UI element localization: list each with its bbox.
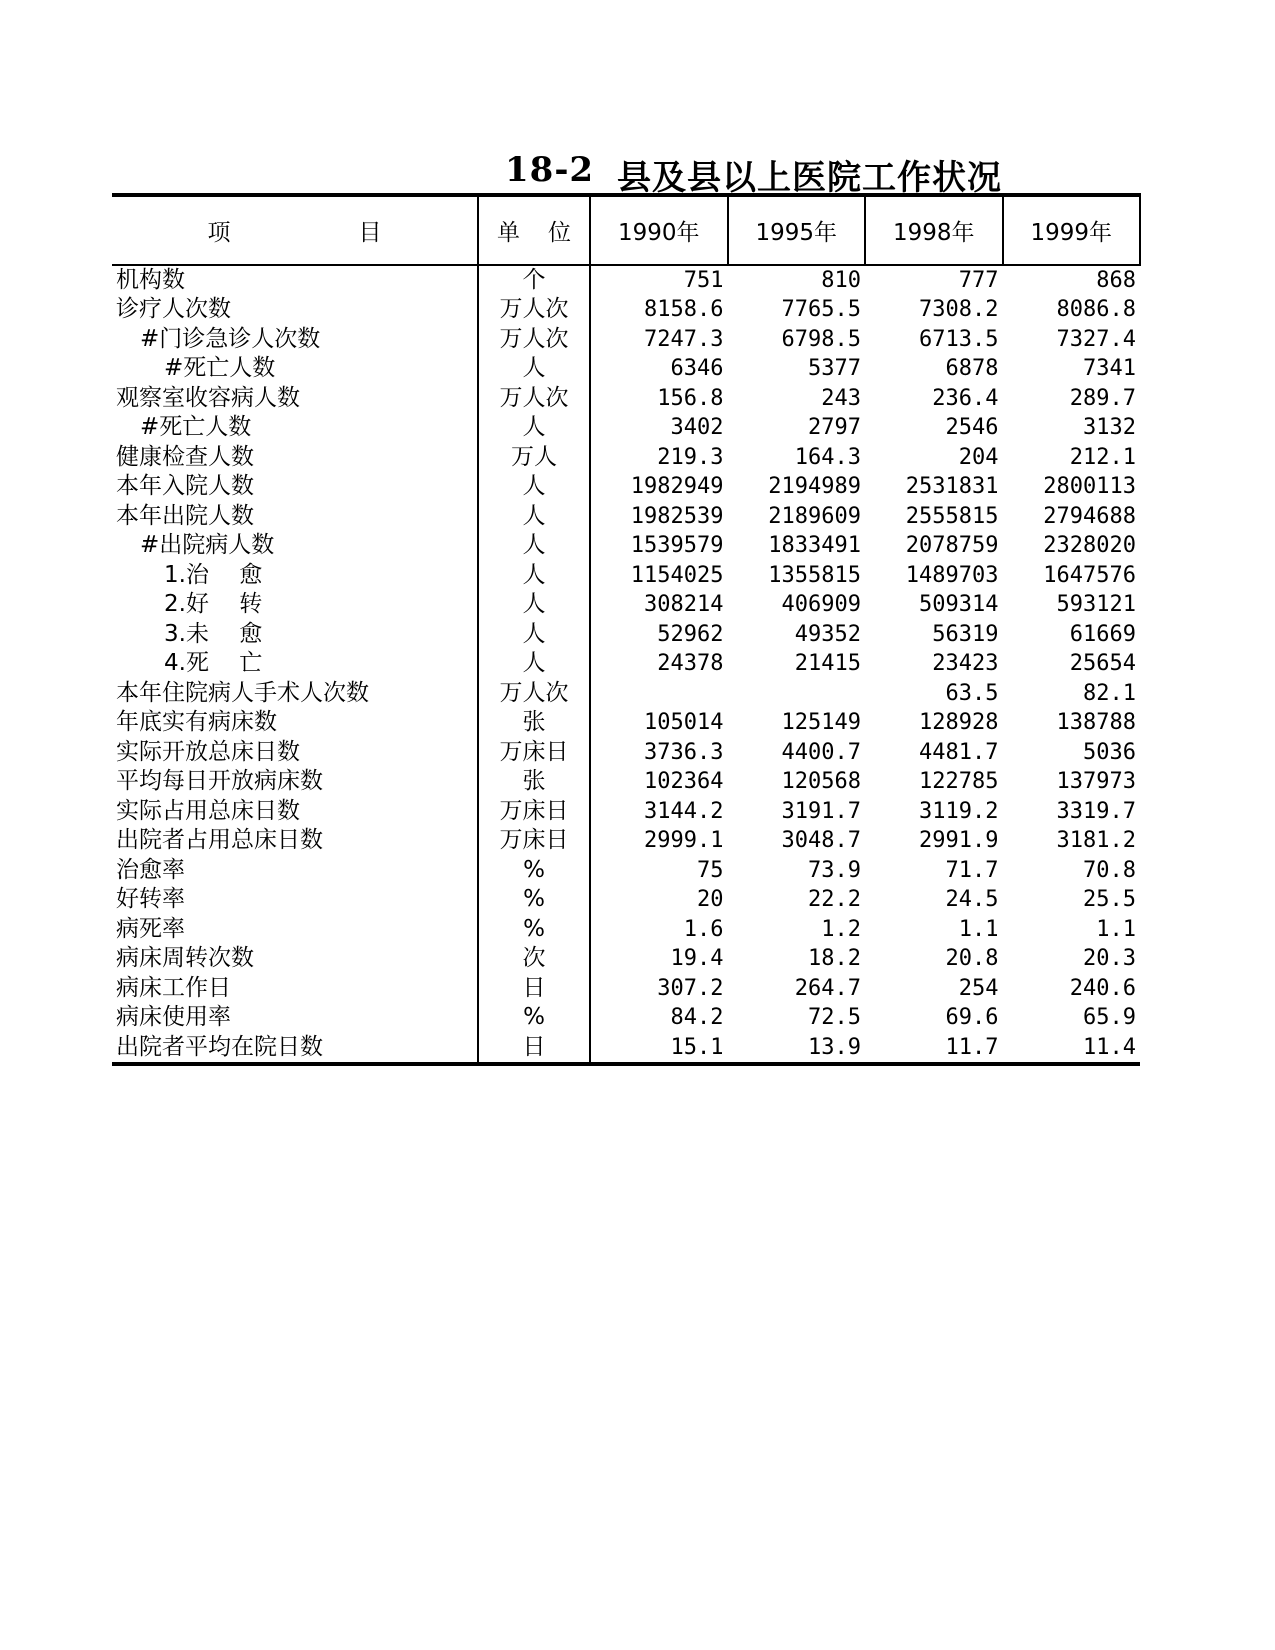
row-value: 2555815 xyxy=(905,503,999,529)
row-value: 2794688 xyxy=(1043,503,1136,529)
row-value: 21415 xyxy=(794,651,861,677)
statistics-table xyxy=(112,193,1141,1066)
table-row xyxy=(112,384,1140,414)
row-value: 84.2 xyxy=(670,1005,724,1031)
row-label: 3.未 愈 xyxy=(164,620,263,647)
row-value: 1355815 xyxy=(768,562,861,588)
row-value: 212.1 xyxy=(1069,444,1136,470)
row-label: 诊疗人次数 xyxy=(116,296,231,323)
row-unit: % xyxy=(478,915,590,945)
table-row xyxy=(112,708,1140,738)
row-label: 实际占用总床日数 xyxy=(116,797,300,824)
header-row xyxy=(112,195,1140,265)
table-row xyxy=(112,502,1140,532)
row-value: 20.8 xyxy=(945,946,999,972)
row-value: 1.1 xyxy=(958,916,999,942)
row-unit: % xyxy=(478,856,590,886)
row-value: 56319 xyxy=(932,621,999,647)
row-label: 病死率 xyxy=(116,915,185,942)
row-unit: 万人 xyxy=(478,443,590,473)
row-unit: 万人次 xyxy=(478,384,590,414)
row-unit: 人 xyxy=(478,561,590,591)
row-value: 128928 xyxy=(919,710,999,736)
table-row xyxy=(112,413,1140,443)
row-label: #出院病人数 xyxy=(140,532,275,559)
row-value: 406909 xyxy=(781,592,861,618)
table-row xyxy=(112,590,1140,620)
row-label: 健康检查人数 xyxy=(116,443,254,470)
row-value: 65.9 xyxy=(1083,1005,1136,1031)
row-value: 2078759 xyxy=(905,533,999,559)
row-label: 好转率 xyxy=(116,886,185,913)
row-value: 254 xyxy=(958,975,999,1001)
row-value: 7308.2 xyxy=(919,297,999,323)
row-value: 6878 xyxy=(945,356,999,382)
table-row xyxy=(112,531,1140,561)
row-value: 289.7 xyxy=(1069,385,1136,411)
row-value: 1982949 xyxy=(630,474,724,500)
row-value: 593121 xyxy=(1056,592,1136,618)
row-unit: 次 xyxy=(478,944,590,974)
row-unit: 人 xyxy=(478,354,590,384)
row-value: 1982539 xyxy=(630,503,724,529)
row-value: 2991.9 xyxy=(919,828,999,854)
row-value: 6346 xyxy=(670,356,724,382)
row-unit: 人 xyxy=(478,502,590,532)
row-value: 11.7 xyxy=(865,1033,1003,1064)
table-row xyxy=(112,915,1140,945)
row-value xyxy=(590,679,728,709)
row-value: 8158.6 xyxy=(644,297,724,323)
row-value: 6713.5 xyxy=(919,326,999,352)
row-value: 810 xyxy=(821,268,861,293)
row-unit: 日 xyxy=(478,974,590,1004)
row-value: 1.2 xyxy=(821,916,861,942)
row-value: 156.8 xyxy=(657,385,724,411)
row-value: 3402 xyxy=(670,415,724,441)
row-value: 2194989 xyxy=(768,474,861,500)
row-unit: 万人次 xyxy=(478,295,590,325)
table-row xyxy=(112,885,1140,915)
header-year-1999: 1999年 xyxy=(1003,195,1141,265)
row-value: 82.1 xyxy=(1083,680,1136,706)
row-value: 236.4 xyxy=(932,385,999,411)
row-value: 52962 xyxy=(657,621,724,647)
row-label: 本年入院人数 xyxy=(116,473,254,500)
table-row xyxy=(112,354,1140,384)
row-value: 2531831 xyxy=(905,474,999,500)
table-row xyxy=(112,797,1140,827)
table-row xyxy=(112,944,1140,974)
table-row xyxy=(112,325,1140,355)
row-label: 出院者平均在院日数 xyxy=(112,1033,478,1064)
row-value: 6798.5 xyxy=(781,326,861,352)
table-row xyxy=(112,620,1140,650)
row-value: 3181.2 xyxy=(1056,828,1136,854)
row-value: 2797 xyxy=(808,415,861,441)
row-label: 出院者占用总床日数 xyxy=(116,827,323,854)
row-value: 240.6 xyxy=(1069,975,1136,1001)
row-value: 2999.1 xyxy=(644,828,724,854)
row-label: 本年出院人数 xyxy=(116,502,254,529)
row-value: 72.5 xyxy=(808,1005,861,1031)
row-value: 105014 xyxy=(644,710,724,736)
row-value xyxy=(728,679,866,709)
row-value: 61669 xyxy=(1069,621,1136,647)
row-label: 平均每日开放病床数 xyxy=(116,768,323,795)
row-value: 25.5 xyxy=(1083,887,1136,913)
row-value: 3119.2 xyxy=(919,798,999,824)
table-row xyxy=(112,679,1140,709)
table-row xyxy=(112,974,1140,1004)
table-row xyxy=(112,1003,1140,1033)
table-row xyxy=(112,1033,1140,1064)
row-value: 23423 xyxy=(932,651,999,677)
row-value: 7247.3 xyxy=(644,326,724,352)
row-label: 观察室收容病人数 xyxy=(116,384,300,411)
table-row xyxy=(112,856,1140,886)
row-value: 70.8 xyxy=(1083,857,1136,883)
row-label: 本年住院病人手术人次数 xyxy=(116,679,369,706)
row-value: 307.2 xyxy=(657,975,724,1001)
row-value: 3048.7 xyxy=(781,828,861,854)
row-value: 2189609 xyxy=(768,503,861,529)
row-label: 年底实有病床数 xyxy=(116,709,277,736)
table-row xyxy=(112,443,1140,473)
table-row xyxy=(112,265,1140,295)
row-unit: 个 xyxy=(478,265,590,295)
row-value: 2328020 xyxy=(1043,533,1136,559)
row-unit: 人 xyxy=(478,590,590,620)
row-value: 7327.4 xyxy=(1056,326,1136,352)
row-value: 19.4 xyxy=(670,946,724,972)
row-value: 5377 xyxy=(808,356,861,382)
row-value: 63.5 xyxy=(945,680,999,706)
row-value: 49352 xyxy=(794,621,861,647)
table-number: 18-2 xyxy=(505,150,595,190)
row-unit: 万床日 xyxy=(478,738,590,768)
row-value: 164.3 xyxy=(794,444,861,470)
row-label: 病床周转次数 xyxy=(116,945,254,972)
row-unit: 万床日 xyxy=(478,826,590,856)
row-unit: 万床日 xyxy=(478,797,590,827)
row-value: 22.2 xyxy=(808,887,861,913)
row-label: 治愈率 xyxy=(116,856,185,883)
row-label: 病床使用率 xyxy=(116,1004,231,1031)
row-value: 7341 xyxy=(1083,356,1136,382)
row-unit: 万人次 xyxy=(478,325,590,355)
row-value: 120568 xyxy=(781,769,861,795)
row-value: 137973 xyxy=(1056,769,1136,795)
row-value: 3736.3 xyxy=(644,739,724,765)
header-year-1998: 1998年 xyxy=(865,195,1003,265)
row-label: #门诊急诊人次数 xyxy=(140,325,321,352)
row-value: 15.1 xyxy=(590,1033,728,1064)
table-row xyxy=(112,649,1140,679)
row-value: 5036 xyxy=(1083,739,1136,765)
row-label: 实际开放总床日数 xyxy=(116,738,300,765)
row-value: 122785 xyxy=(919,769,999,795)
row-label: 2.好 转 xyxy=(164,591,263,618)
row-unit: 人 xyxy=(478,620,590,650)
header-unit: 单 位 xyxy=(478,195,590,265)
row-value: 3132 xyxy=(1083,415,1136,441)
table-row xyxy=(112,767,1140,797)
row-value: 243 xyxy=(821,385,861,411)
row-value: 204 xyxy=(958,444,999,470)
row-value: 71.7 xyxy=(945,857,999,883)
row-value: 8086.8 xyxy=(1056,297,1136,323)
table-row xyxy=(112,295,1140,325)
row-label: #死亡人数 xyxy=(164,355,276,382)
row-value: 25654 xyxy=(1069,651,1136,677)
row-value: 20 xyxy=(697,887,724,913)
row-value: 3144.2 xyxy=(644,798,724,824)
row-value: 1539579 xyxy=(630,533,724,559)
table-title: 县及县以上医院工作状况 xyxy=(617,158,1002,198)
row-value: 69.6 xyxy=(945,1005,999,1031)
row-unit: % xyxy=(478,885,590,915)
row-label: 机构数 xyxy=(116,267,185,293)
row-value: 18.2 xyxy=(808,946,861,972)
row-value: 125149 xyxy=(781,710,861,736)
table-body xyxy=(112,265,1140,1064)
table-row xyxy=(112,561,1140,591)
row-unit: 张 xyxy=(478,708,590,738)
row-unit: 张 xyxy=(478,767,590,797)
row-value: 751 xyxy=(683,268,724,293)
row-value: 2546 xyxy=(945,415,999,441)
row-value: 1154025 xyxy=(630,562,724,588)
row-value: 1833491 xyxy=(768,533,861,559)
row-value: 1.6 xyxy=(683,916,724,942)
row-unit: 人 xyxy=(478,531,590,561)
row-value: 138788 xyxy=(1056,710,1136,736)
row-unit: 人 xyxy=(478,472,590,502)
row-label: 病床工作日 xyxy=(116,974,231,1001)
row-value: 2800113 xyxy=(1043,474,1136,500)
row-unit: % xyxy=(478,1003,590,1033)
row-value: 7765.5 xyxy=(781,297,861,323)
table-row xyxy=(112,826,1140,856)
row-value: 73.9 xyxy=(808,857,861,883)
row-label: #死亡人数 xyxy=(140,414,252,441)
row-value: 102364 xyxy=(644,769,724,795)
row-label: 1.治 愈 xyxy=(164,561,263,588)
row-value: 868 xyxy=(1096,268,1136,293)
row-value: 24378 xyxy=(657,651,724,677)
row-value: 308214 xyxy=(644,592,724,618)
header-item: 项 目 xyxy=(112,195,478,265)
row-unit: 日 xyxy=(478,1033,590,1064)
row-value: 1647576 xyxy=(1043,562,1136,588)
row-value: 1.1 xyxy=(1096,916,1136,942)
row-value: 219.3 xyxy=(657,444,724,470)
row-value: 509314 xyxy=(919,592,999,618)
row-value: 4400.7 xyxy=(781,739,861,765)
row-unit: 万人次 xyxy=(478,679,590,709)
row-value: 24.5 xyxy=(945,887,999,913)
row-value: 3191.7 xyxy=(781,798,861,824)
row-value: 20.3 xyxy=(1083,946,1136,972)
row-value: 13.9 xyxy=(728,1033,866,1064)
table-row xyxy=(112,738,1140,768)
row-label: 4.死 亡 xyxy=(164,650,263,677)
row-unit: 人 xyxy=(478,649,590,679)
header-year-1995: 1995年 xyxy=(728,195,866,265)
row-value: 264.7 xyxy=(794,975,861,1001)
row-value: 777 xyxy=(958,268,999,293)
header-year-1990: 1990年 xyxy=(590,195,728,265)
table-row xyxy=(112,472,1140,502)
row-value: 11.4 xyxy=(1003,1033,1141,1064)
row-value: 4481.7 xyxy=(919,739,999,765)
row-unit: 人 xyxy=(478,413,590,443)
row-value: 3319.7 xyxy=(1056,798,1136,824)
page-title xyxy=(0,150,1275,198)
row-value: 1489703 xyxy=(905,562,999,588)
row-value: 75 xyxy=(697,857,724,883)
